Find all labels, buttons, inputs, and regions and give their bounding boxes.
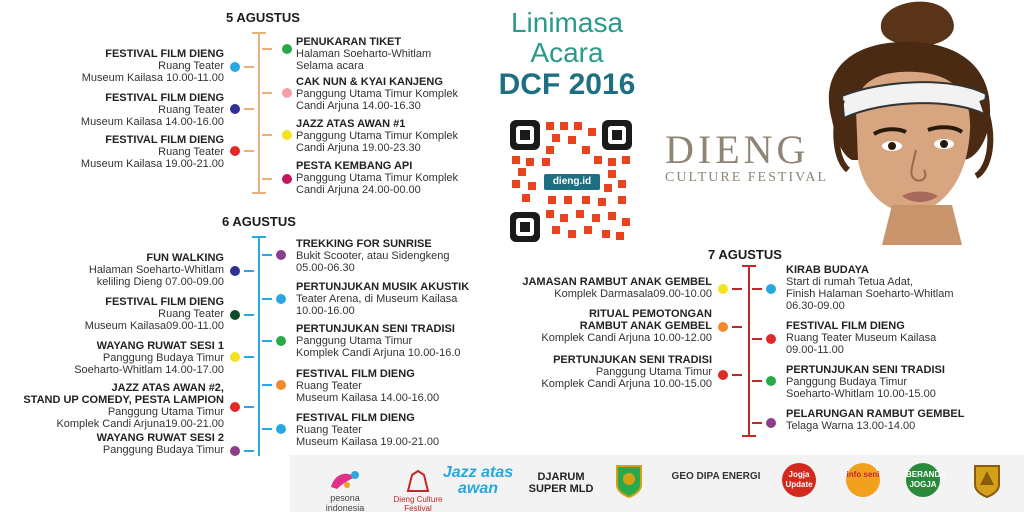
event-line: Panggung Budaya Timur: [786, 376, 908, 388]
sponsor-label: BERANDA JOGJA: [906, 470, 946, 489]
event-dot-day1-right-3: [282, 130, 292, 140]
event-tick: [262, 48, 272, 50]
event-line: Candi Arjuna 24.00-00.00: [296, 184, 421, 196]
sponsor-bar: [290, 455, 1024, 512]
event-title: FESTIVAL FILM DIENG: [105, 296, 224, 308]
timeline-cap-top-day3: [742, 265, 756, 267]
event-line: Panggung Budaya Timur: [102, 444, 224, 456]
event-dot-day2-right-2: [276, 294, 286, 304]
event-tick: [262, 428, 272, 430]
event-dot-day2-left-4: [230, 402, 240, 412]
event-dot-day3-right-4: [766, 418, 776, 428]
event-tick: [244, 270, 254, 272]
event-tick: [752, 422, 762, 424]
event-day2-left-1: [89, 252, 224, 288]
event-line: Bukit Scooter, atau Sidengkeng: [296, 250, 450, 262]
sponsor-label: Jazz atas awan: [442, 464, 514, 497]
timeline-line-day3: [748, 265, 750, 437]
event-day3-right-2: [786, 320, 936, 356]
event-day2-right-4: [296, 368, 439, 404]
event-line: Soeharto-Whitlam 10.00-15.00: [786, 388, 936, 400]
event-title: WAYANG RUWAT SESI 2: [96, 432, 224, 444]
event-dot-day1-right-1: [282, 44, 292, 54]
event-dot-day2-right-5: [276, 424, 286, 434]
event-title: FESTIVAL FILM DIENG: [296, 368, 415, 380]
event-day2-right-2: [296, 281, 469, 317]
sponsor-jogja-update: [782, 463, 816, 497]
dieng-temple-icon: [404, 469, 432, 493]
event-day2-right-1: [296, 238, 450, 274]
event-title: TREKKING FOR SUNRISE: [296, 238, 432, 250]
event-line: Panggung Utama Timur Komplek: [296, 130, 459, 142]
sponsor-label: GEO DIPA ENERGI: [671, 471, 761, 482]
event-line: Ruang Teater: [158, 104, 224, 116]
day-title-5-agustus: 5 AGUSTUS: [226, 10, 300, 25]
event-line: Museum Kailasa 10.00-11.00: [81, 72, 224, 84]
event-dot-day1-right-4: [282, 174, 292, 184]
sponsor-label: DJARUM SUPER MLD: [528, 471, 594, 495]
event-day2-left-5: [97, 432, 224, 456]
event-line: Ruang Teater: [296, 424, 362, 436]
logo-sub-text: CULTURE FESTIVAL: [665, 170, 829, 185]
event-dot-day2-right-1: [276, 250, 286, 260]
event-line: keliling Dieng 07.00-09.00: [96, 276, 224, 288]
event-line: Museum Kailasa09.00-11.00: [84, 320, 224, 332]
sponsor-jazz-atas-awan: [440, 465, 516, 497]
event-day3-left-2: [541, 308, 712, 344]
timeline-line-day1: [258, 32, 260, 194]
event-tick: [732, 288, 742, 290]
event-line: Ruang Teater: [158, 308, 224, 320]
regency-emblem-icon: [614, 463, 644, 499]
event-dot-day2-right-4: [276, 380, 286, 390]
event-line: Selama acara: [296, 60, 364, 72]
event-line: 05.00-06.30: [296, 262, 355, 274]
event-title: PESTA KEMBANG API: [296, 160, 413, 172]
event-tick: [244, 314, 254, 316]
event-dot-day2-left-1: [230, 266, 240, 276]
province-emblem-icon: [972, 463, 1002, 499]
event-line: Panggung Utama Timur: [107, 406, 224, 418]
event-tick: [262, 254, 272, 256]
event-tick: [244, 108, 254, 110]
event-line: Ruang Teater: [296, 380, 362, 392]
event-line: Komplek Darmasala09.00-10.00: [554, 288, 712, 300]
event-line: Telaga Warna 13.00-14.00: [786, 420, 916, 432]
event-line: Museum Kailasa 19.00-21.00: [80, 158, 224, 170]
event-day2-right-5: [296, 412, 439, 448]
event-day1-left-3: [81, 134, 224, 170]
event-title: JAMASAN RAMBUT ANAK GEMBEL: [522, 276, 712, 288]
event-dot-day3-left-3: [718, 370, 728, 380]
event-day3-left-1: [522, 276, 712, 300]
event-dot-day1-right-2: [282, 88, 292, 98]
event-tick: [244, 450, 254, 452]
event-line: Komplek Candi Arjuna19.00-21.00: [56, 418, 224, 430]
sponsor-geo-dipa-energi: [656, 471, 776, 482]
event-tick: [752, 380, 762, 382]
event-title: JAZZ ATAS AWAN #2,: [111, 382, 224, 394]
event-line: 06.30-09.00: [786, 300, 845, 312]
event-tick: [262, 178, 272, 180]
event-tick: [752, 288, 762, 290]
timeline-line-day2: [258, 236, 260, 456]
event-line: Panggung Utama Timur: [296, 335, 413, 347]
event-line: Panggung Utama Timur Komplek: [296, 172, 459, 184]
event-dot-day1-left-3: [230, 146, 240, 156]
event-title: JAZZ ATAS AWAN #1: [296, 118, 406, 130]
event-day1-left-1: [82, 48, 224, 84]
event-tick: [732, 374, 742, 376]
event-dot-day1-left-1: [230, 62, 240, 72]
event-dot-day2-left-5: [230, 446, 240, 456]
event-line: Komplek Candi Arjuna 10.00-15.00: [541, 378, 712, 390]
event-line: Candi Arjuna 19.00-23.30: [296, 142, 421, 154]
sponsor-dieng-culture-festival: [388, 469, 448, 512]
illustration-face: [812, 0, 1024, 245]
event-line: Ruang Teater Museum Kailasa: [786, 332, 937, 344]
event-title: PELARUNGAN RAMBUT GEMBEL: [786, 408, 965, 420]
event-tick: [262, 340, 272, 342]
event-line: 10.00-16.00: [296, 305, 355, 317]
timeline-cap-bottom-day3: [742, 435, 756, 437]
event-tick: [244, 356, 254, 358]
timeline-cap-bottom-day1: [252, 192, 266, 194]
event-title: PERTUNJUKAN SENI TRADISI: [786, 364, 945, 376]
sponsor-beranda-jogja: [906, 463, 946, 497]
event-dot-day3-right-2: [766, 334, 776, 344]
event-title: RITUAL PEMOTONGAN: [588, 308, 712, 320]
event-title: FESTIVAL FILM DIENG: [105, 92, 224, 104]
event-line: Komplek Candi Arjuna 10.00-12.00: [541, 332, 712, 344]
event-tick: [752, 338, 762, 340]
timeline-cap-top-day1: [252, 32, 266, 34]
event-subtitle: RAMBUT ANAK GEMBEL: [579, 320, 712, 332]
sponsor-label: info seni: [846, 470, 880, 479]
event-line: Panggung Utama Timur Komplek: [296, 88, 459, 100]
event-line: Museum Kailasa 19.00-21.00: [296, 436, 440, 448]
event-title: FESTIVAL FILM DIENG: [105, 134, 224, 146]
event-day2-left-2: [85, 296, 224, 332]
sponsor-label: Jogja Update: [785, 470, 813, 489]
event-dot-day2-right-3: [276, 336, 286, 346]
event-title: PERTUNJUKAN SENI TRADISI: [553, 354, 712, 366]
sponsor-djarum-super-mld: [526, 471, 596, 495]
dieng-culture-festival-logo: [665, 127, 829, 186]
event-line: Teater Arena, di Museum Kailasa: [296, 293, 458, 305]
qr-code[interactable]: [508, 118, 634, 244]
event-line: Soeharto-Whitlam 14.00-17.00: [74, 364, 224, 376]
event-day3-right-4: [786, 408, 964, 432]
header-line-1: Linimasa: [510, 7, 624, 38]
event-line: Ruang Teater: [158, 146, 224, 158]
header-line-2: Acara: [530, 37, 604, 68]
event-line: Finish Halaman Soeharto-Whitlam: [786, 288, 954, 300]
event-tick: [262, 384, 272, 386]
day-title-6-agustus: 6 AGUSTUS: [222, 214, 296, 229]
event-day1-left-2: [81, 92, 224, 128]
sponsor-info-seni: [846, 463, 880, 497]
event-line: Candi Arjuna 14.00-16.30: [296, 100, 421, 112]
event-title: FESTIVAL FILM DIENG: [296, 412, 415, 424]
sponsor-wonosobo-emblem: [612, 463, 646, 501]
event-line: Start di rumah Tetua Adat,: [786, 276, 913, 288]
event-day1-right-1: [296, 36, 431, 72]
event-tick: [244, 150, 254, 152]
event-line: Ruang Teater: [158, 60, 224, 72]
event-title: PERTUNJUKAN MUSIK AKUSTIK: [296, 281, 470, 293]
event-line: Museum Kailasa 14.00-16.00: [80, 116, 224, 128]
header-title: [488, 8, 646, 102]
event-day1-right-3: [296, 118, 458, 154]
event-line: Halaman Soeharto-Whitlam: [88, 264, 224, 276]
event-day2-left-4: [23, 382, 224, 430]
event-tick: [262, 92, 272, 94]
timeline-cap-top-day2: [252, 236, 266, 238]
event-tick: [262, 298, 272, 300]
event-line: Museum Kailasa 14.00-16.00: [296, 392, 440, 404]
event-dot-day3-right-3: [766, 376, 776, 386]
event-title: KIRAB BUDAYA: [786, 264, 869, 276]
event-dot-day2-left-3: [230, 352, 240, 362]
event-title: PERTUNJUKAN SENI TRADISI: [296, 323, 455, 335]
event-line: Panggung Budaya Timur: [102, 352, 224, 364]
event-title: FUN WALKING: [146, 252, 224, 264]
event-tick: [244, 406, 254, 408]
event-day3-left-3: [541, 354, 712, 390]
event-day3-right-1: [786, 264, 954, 312]
event-title: FESTIVAL FILM DIENG: [105, 48, 224, 60]
event-title: CAK NUN & KYAI KANJENG: [296, 76, 443, 88]
event-tick: [732, 326, 742, 328]
event-day1-right-2: [296, 76, 458, 112]
event-day1-right-4: [296, 160, 458, 196]
event-tick: [244, 66, 254, 68]
event-line: 09.00-11.00: [786, 344, 844, 356]
event-dot-day2-left-2: [230, 310, 240, 320]
event-dot-day1-left-2: [230, 104, 240, 114]
sponsor-label: Dieng Culture Festival: [393, 495, 443, 512]
event-dot-day3-right-1: [766, 284, 776, 294]
event-day3-right-3: [786, 364, 945, 400]
event-line: Komplek Candi Arjuna 10.00-16.0: [296, 347, 461, 359]
pesona-indonesia-icon: [325, 469, 365, 491]
logo-main-text: DIENG: [665, 127, 810, 172]
event-tick: [262, 134, 272, 136]
event-dot-day3-left-2: [718, 322, 728, 332]
event-line: Halaman Soeharto-Whitlam: [296, 48, 432, 60]
event-title: FESTIVAL FILM DIENG: [786, 320, 905, 332]
sponsor-pesona-indonesia: [310, 469, 380, 512]
sponsor-province-emblem: [970, 463, 1004, 501]
qr-badge: dieng.id: [544, 174, 600, 190]
event-title: PENUKARAN TIKET: [296, 36, 402, 48]
event-day2-right-3: [296, 323, 461, 359]
event-subtitle: STAND UP COMEDY, PESTA LAMPION: [23, 394, 224, 406]
face-illustration-icon: [812, 0, 1024, 245]
sponsor-label: pesona indonesia: [325, 493, 365, 512]
event-title: WAYANG RUWAT SESI 1: [96, 340, 224, 352]
day-title-7-agustus: 7 AGUSTUS: [708, 247, 782, 262]
header-line-3: DCF 2016: [498, 68, 636, 101]
event-dot-day3-left-1: [718, 284, 728, 294]
event-line: Panggung Utama Timur: [595, 366, 712, 378]
event-day2-left-3: [74, 340, 224, 376]
